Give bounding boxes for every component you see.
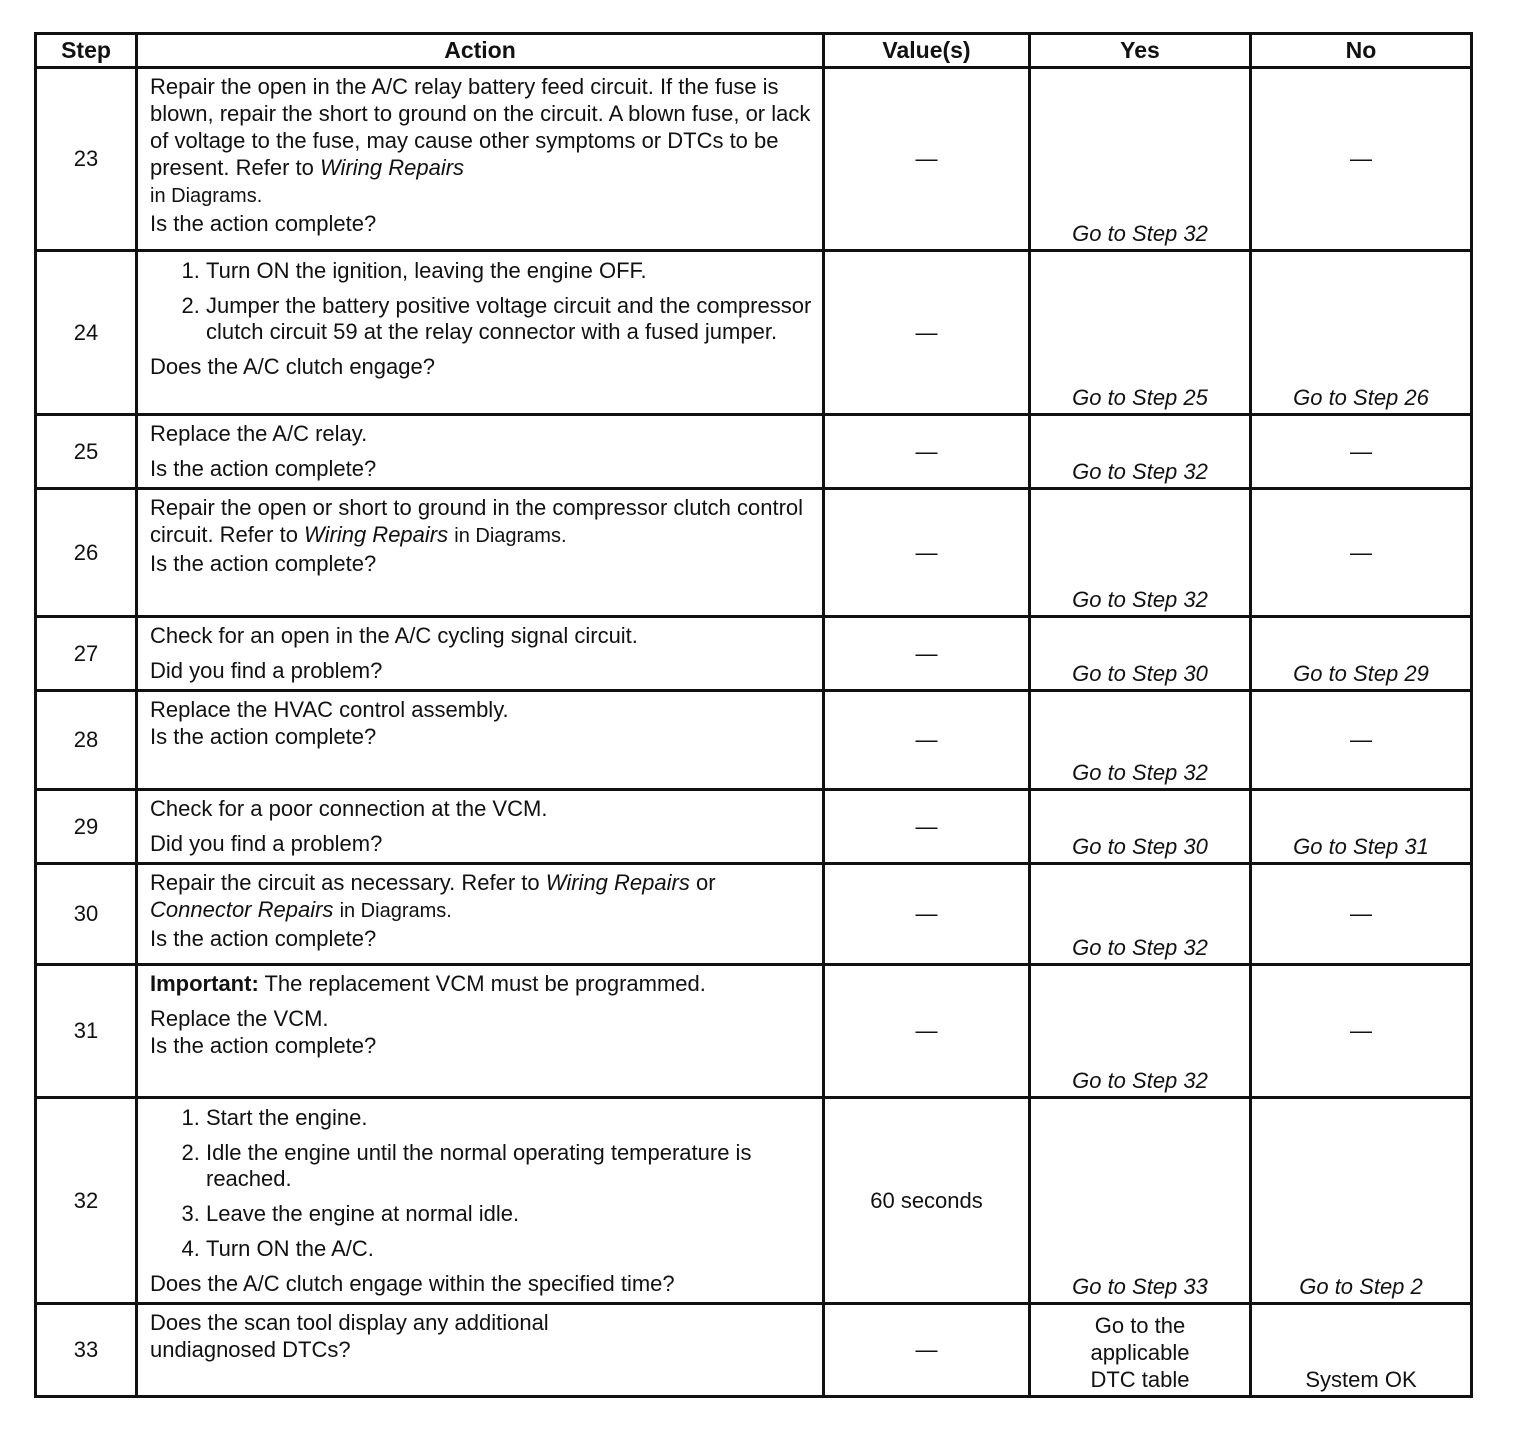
action-cell	[137, 790, 824, 864]
action-question: Does the A/C clutch engage?	[150, 354, 435, 379]
action-cell	[137, 1304, 824, 1397]
table-row	[36, 691, 1472, 790]
table-row	[36, 790, 1472, 864]
important-note: Important: The replacement VCM must be programmed.	[150, 971, 706, 996]
header-yes: Yes	[1030, 34, 1251, 68]
action-question: Did you find a problem?	[150, 658, 383, 683]
value-cell	[824, 1304, 1030, 1397]
action-question: Does the A/C clutch engage within the specified time?	[150, 1271, 675, 1296]
dash: —	[915, 1018, 938, 1043]
action-text: Check for a poor connection at the VCM.	[150, 796, 548, 821]
dash: —	[915, 146, 938, 171]
table-row	[36, 617, 1472, 691]
dash: —	[1350, 1018, 1372, 1043]
action-cell	[137, 691, 824, 790]
yes-result: Go to Step 30	[1072, 661, 1208, 686]
step-number: 32	[36, 1098, 137, 1304]
list-item: 3. Leave the engine at normal idle.	[206, 1201, 812, 1227]
dash: —	[1350, 146, 1372, 171]
table-row	[36, 251, 1472, 415]
list-item: 2. Jumper the battery positive voltage circuit and the compressor clutch circuit 59 at the relay connector with a fused jumper.	[206, 293, 812, 345]
dash: —	[915, 319, 938, 345]
reference-link: Wiring Repairs	[304, 522, 449, 547]
action-question: Does the scan tool display any additional undiagnosed DTCs?	[150, 1310, 549, 1362]
step-number: 27	[36, 617, 137, 691]
action-question: Is the action complete?	[150, 724, 377, 749]
yes-result: Go to Step 33	[1072, 1274, 1208, 1299]
step-number: 33	[36, 1304, 137, 1397]
yes-cell	[1030, 251, 1251, 415]
no-cell	[1251, 864, 1472, 965]
list-item: 1. Start the engine.	[206, 1105, 812, 1131]
value-cell	[824, 790, 1030, 864]
action-question: Is the action complete?	[150, 551, 377, 576]
header-row	[36, 34, 1472, 68]
dash: —	[915, 727, 938, 752]
value-cell	[824, 251, 1030, 415]
value-cell	[824, 864, 1030, 965]
table-row	[36, 1304, 1472, 1397]
dash: —	[915, 813, 938, 839]
step-number: 26	[36, 489, 137, 617]
dash: —	[915, 901, 938, 926]
yes-cell	[1030, 691, 1251, 790]
yes-result: Go to Step 30	[1072, 834, 1208, 859]
yes-cell	[1030, 68, 1251, 251]
dash: —	[1350, 438, 1372, 464]
dash: —	[915, 438, 938, 464]
yes-result: Go to Step 32	[1072, 935, 1208, 960]
action-cell	[137, 617, 824, 691]
yes-cell	[1030, 965, 1251, 1098]
no-cell	[1251, 790, 1472, 864]
no-cell	[1251, 1098, 1472, 1304]
dash: —	[915, 1337, 938, 1362]
no-result: Go to Step 2	[1299, 1274, 1423, 1299]
yes-result: Go to Step 32	[1072, 760, 1208, 785]
action-cell	[137, 1098, 824, 1304]
step-number: 30	[36, 864, 137, 965]
list-item: 2. Idle the engine until the normal operating temperature is reached.	[206, 1140, 812, 1192]
header-step: Step	[36, 34, 137, 68]
no-result: Go to Step 29	[1293, 661, 1429, 686]
action-text: Repair the open in the A/C relay battery feed circuit. If the fuse is blown, repair the short to ground on the circuit. A blown fuse, or lack of voltage to the fuse, may cause other symptoms or DTCs to be present. Refer to Wiring Repairs in Diagrams.	[150, 74, 811, 207]
step-number: 31	[36, 965, 137, 1098]
value-cell	[824, 617, 1030, 691]
step-number: 28	[36, 691, 137, 790]
action-question: Is the action complete?	[150, 1033, 377, 1058]
action-text: Replace the VCM.	[150, 1006, 329, 1031]
no-cell	[1251, 489, 1472, 617]
yes-result: Go to the applicable DTC table	[1090, 1313, 1190, 1392]
action-text: Repair the circuit as necessary. Refer to Wiring Repairs or Connector Repairs in Diagrams.	[150, 870, 716, 922]
list-item: 4. Turn ON the A/C.	[206, 1236, 812, 1262]
action-question: Is the action complete?	[150, 926, 377, 951]
value-cell	[824, 68, 1030, 251]
table-row	[36, 489, 1472, 617]
action-cell	[137, 68, 824, 251]
yes-cell	[1030, 1304, 1251, 1397]
dash: —	[915, 539, 938, 565]
table-row	[36, 415, 1472, 489]
no-cell	[1251, 415, 1472, 489]
value-cell	[824, 489, 1030, 617]
header-no: No	[1251, 34, 1472, 68]
step-number: 24	[36, 251, 137, 415]
yes-result: Go to Step 25	[1072, 385, 1208, 410]
action-question: Is the action complete?	[150, 456, 377, 481]
no-cell	[1251, 68, 1472, 251]
action-question: Did you find a problem?	[150, 831, 383, 856]
step-number: 23	[36, 68, 137, 251]
action-text: Repair the open or short to ground in the compressor clutch control circuit. Refer to Wiring Repairs in Diagrams.	[150, 495, 804, 547]
no-cell	[1251, 617, 1472, 691]
yes-cell	[1030, 864, 1251, 965]
yes-result: Go to Step 32	[1072, 587, 1208, 612]
header-action: Action	[137, 34, 824, 68]
no-result: System OK	[1305, 1367, 1417, 1392]
table-row	[36, 1098, 1472, 1304]
value-cell: 60 seconds	[824, 1098, 1030, 1304]
yes-cell	[1030, 415, 1251, 489]
action-steps-list	[150, 258, 812, 349]
value-cell	[824, 965, 1030, 1098]
no-cell	[1251, 965, 1472, 1098]
list-item: 1. Turn ON the ignition, leaving the engine OFF.	[206, 258, 812, 284]
action-text: Replace the HVAC control assembly.	[150, 697, 509, 722]
yes-cell	[1030, 617, 1251, 691]
header-value: Value(s)	[824, 34, 1030, 68]
action-cell	[137, 415, 824, 489]
yes-result: Go to Step 32	[1072, 1068, 1208, 1093]
yes-result: Go to Step 32	[1072, 221, 1208, 246]
value-cell	[824, 415, 1030, 489]
no-cell	[1251, 251, 1472, 415]
action-cell	[137, 965, 824, 1098]
yes-cell	[1030, 489, 1251, 617]
action-cell	[137, 489, 824, 617]
action-question: Is the action complete?	[150, 211, 377, 236]
action-cell	[137, 251, 824, 415]
dash: —	[1350, 901, 1372, 926]
yes-cell	[1030, 790, 1251, 864]
reference-link: Wiring Repairs	[545, 870, 690, 895]
yes-cell	[1030, 1098, 1251, 1304]
action-text: Check for an open in the A/C cycling signal circuit.	[150, 623, 638, 648]
table-row	[36, 965, 1472, 1098]
dash: —	[1350, 539, 1372, 565]
no-cell	[1251, 691, 1472, 790]
value-cell	[824, 691, 1030, 790]
reference-link: Connector Repairs	[150, 897, 334, 922]
no-result: Go to Step 31	[1293, 834, 1429, 859]
yes-result: Go to Step 32	[1072, 459, 1208, 484]
reference-link: Wiring Repairs	[319, 155, 465, 180]
step-number: 29	[36, 790, 137, 864]
no-result: Go to Step 26	[1293, 385, 1429, 410]
action-cell	[137, 864, 824, 965]
dash: —	[1350, 727, 1372, 752]
dash: —	[915, 640, 938, 666]
table-row	[36, 68, 1472, 251]
action-steps-list	[150, 1105, 812, 1266]
step-number: 25	[36, 415, 137, 489]
no-cell	[1251, 1304, 1472, 1397]
diagnostic-table	[34, 32, 1473, 1398]
action-text: Replace the A/C relay.	[150, 421, 368, 446]
table-row	[36, 864, 1472, 965]
